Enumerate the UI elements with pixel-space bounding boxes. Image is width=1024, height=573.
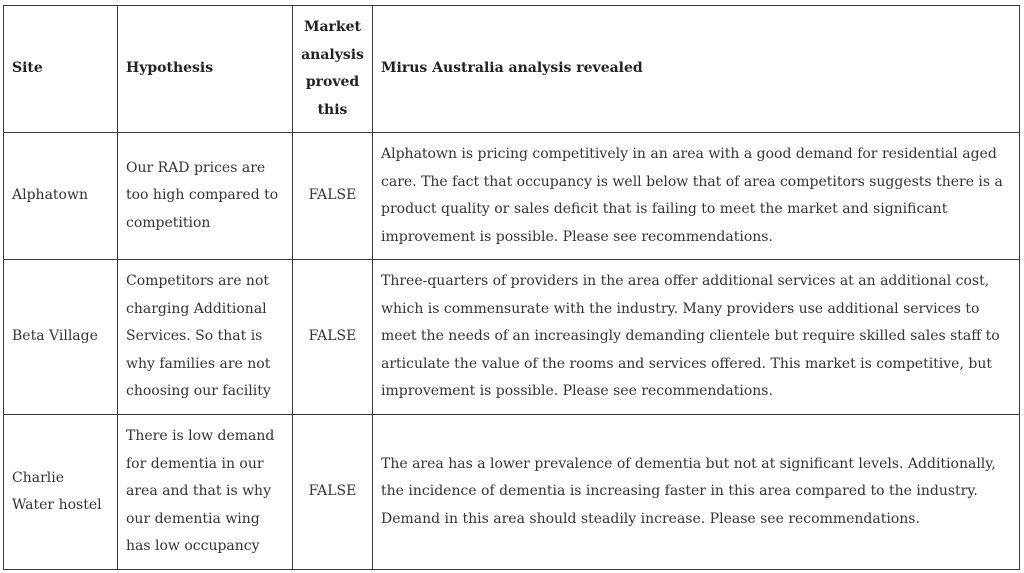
hypothesis-cell: There is low demand for dementia in our area and that is why our dementia wing has low occupancy (118, 415, 293, 570)
header-row (4, 6, 1020, 133)
header-proved: Market analysis proved this (293, 6, 373, 133)
site-cell: Charlie Water hostel (4, 415, 118, 570)
proved-cell: FALSE (293, 415, 373, 570)
table-body (4, 133, 1020, 570)
revealed-cell: The area has a lower prevalence of dementia but not at significant levels. Additionally, the incidence of dementia is increasing faster in this area compared to the industry. Demand in this area should steadily increase. Please see recommendations. (373, 415, 1020, 570)
proved-cell: FALSE (293, 133, 373, 260)
analysis-table (3, 5, 1020, 570)
table-row (4, 415, 1020, 570)
header-revealed: Mirus Australia analysis revealed (373, 6, 1020, 133)
hypothesis-cell: Competitors are not charging Additional Services. So that is why families are not choosing our facility (118, 260, 293, 415)
revealed-cell: Alphatown is pricing competitively in an area with a good demand for residential aged care. The fact that occupancy is well below that of area competitors suggests there is a product quality or sales deficit that is failing to meet the market and significant improvement is possible. Please see recommendations. (373, 133, 1020, 260)
header-site: Site (4, 6, 118, 133)
table-row (4, 133, 1020, 260)
proved-cell: FALSE (293, 260, 373, 415)
header-hypothesis: Hypothesis (118, 6, 293, 133)
hypothesis-cell: Our RAD prices are too high compared to competition (118, 133, 293, 260)
table-row (4, 260, 1020, 415)
site-cell: Beta Village (4, 260, 118, 415)
revealed-cell: Three-quarters of providers in the area offer additional services at an additional cost, which is commensurate with the industry. Many providers use additional services to meet the needs of an increasingly demanding clientele but require skilled sales staff to articulate the value of the rooms and services offered. This market is competitive, but improvement is possible. Please see recommendations. (373, 260, 1020, 415)
site-cell: Alphatown (4, 133, 118, 260)
table-header (4, 6, 1020, 133)
